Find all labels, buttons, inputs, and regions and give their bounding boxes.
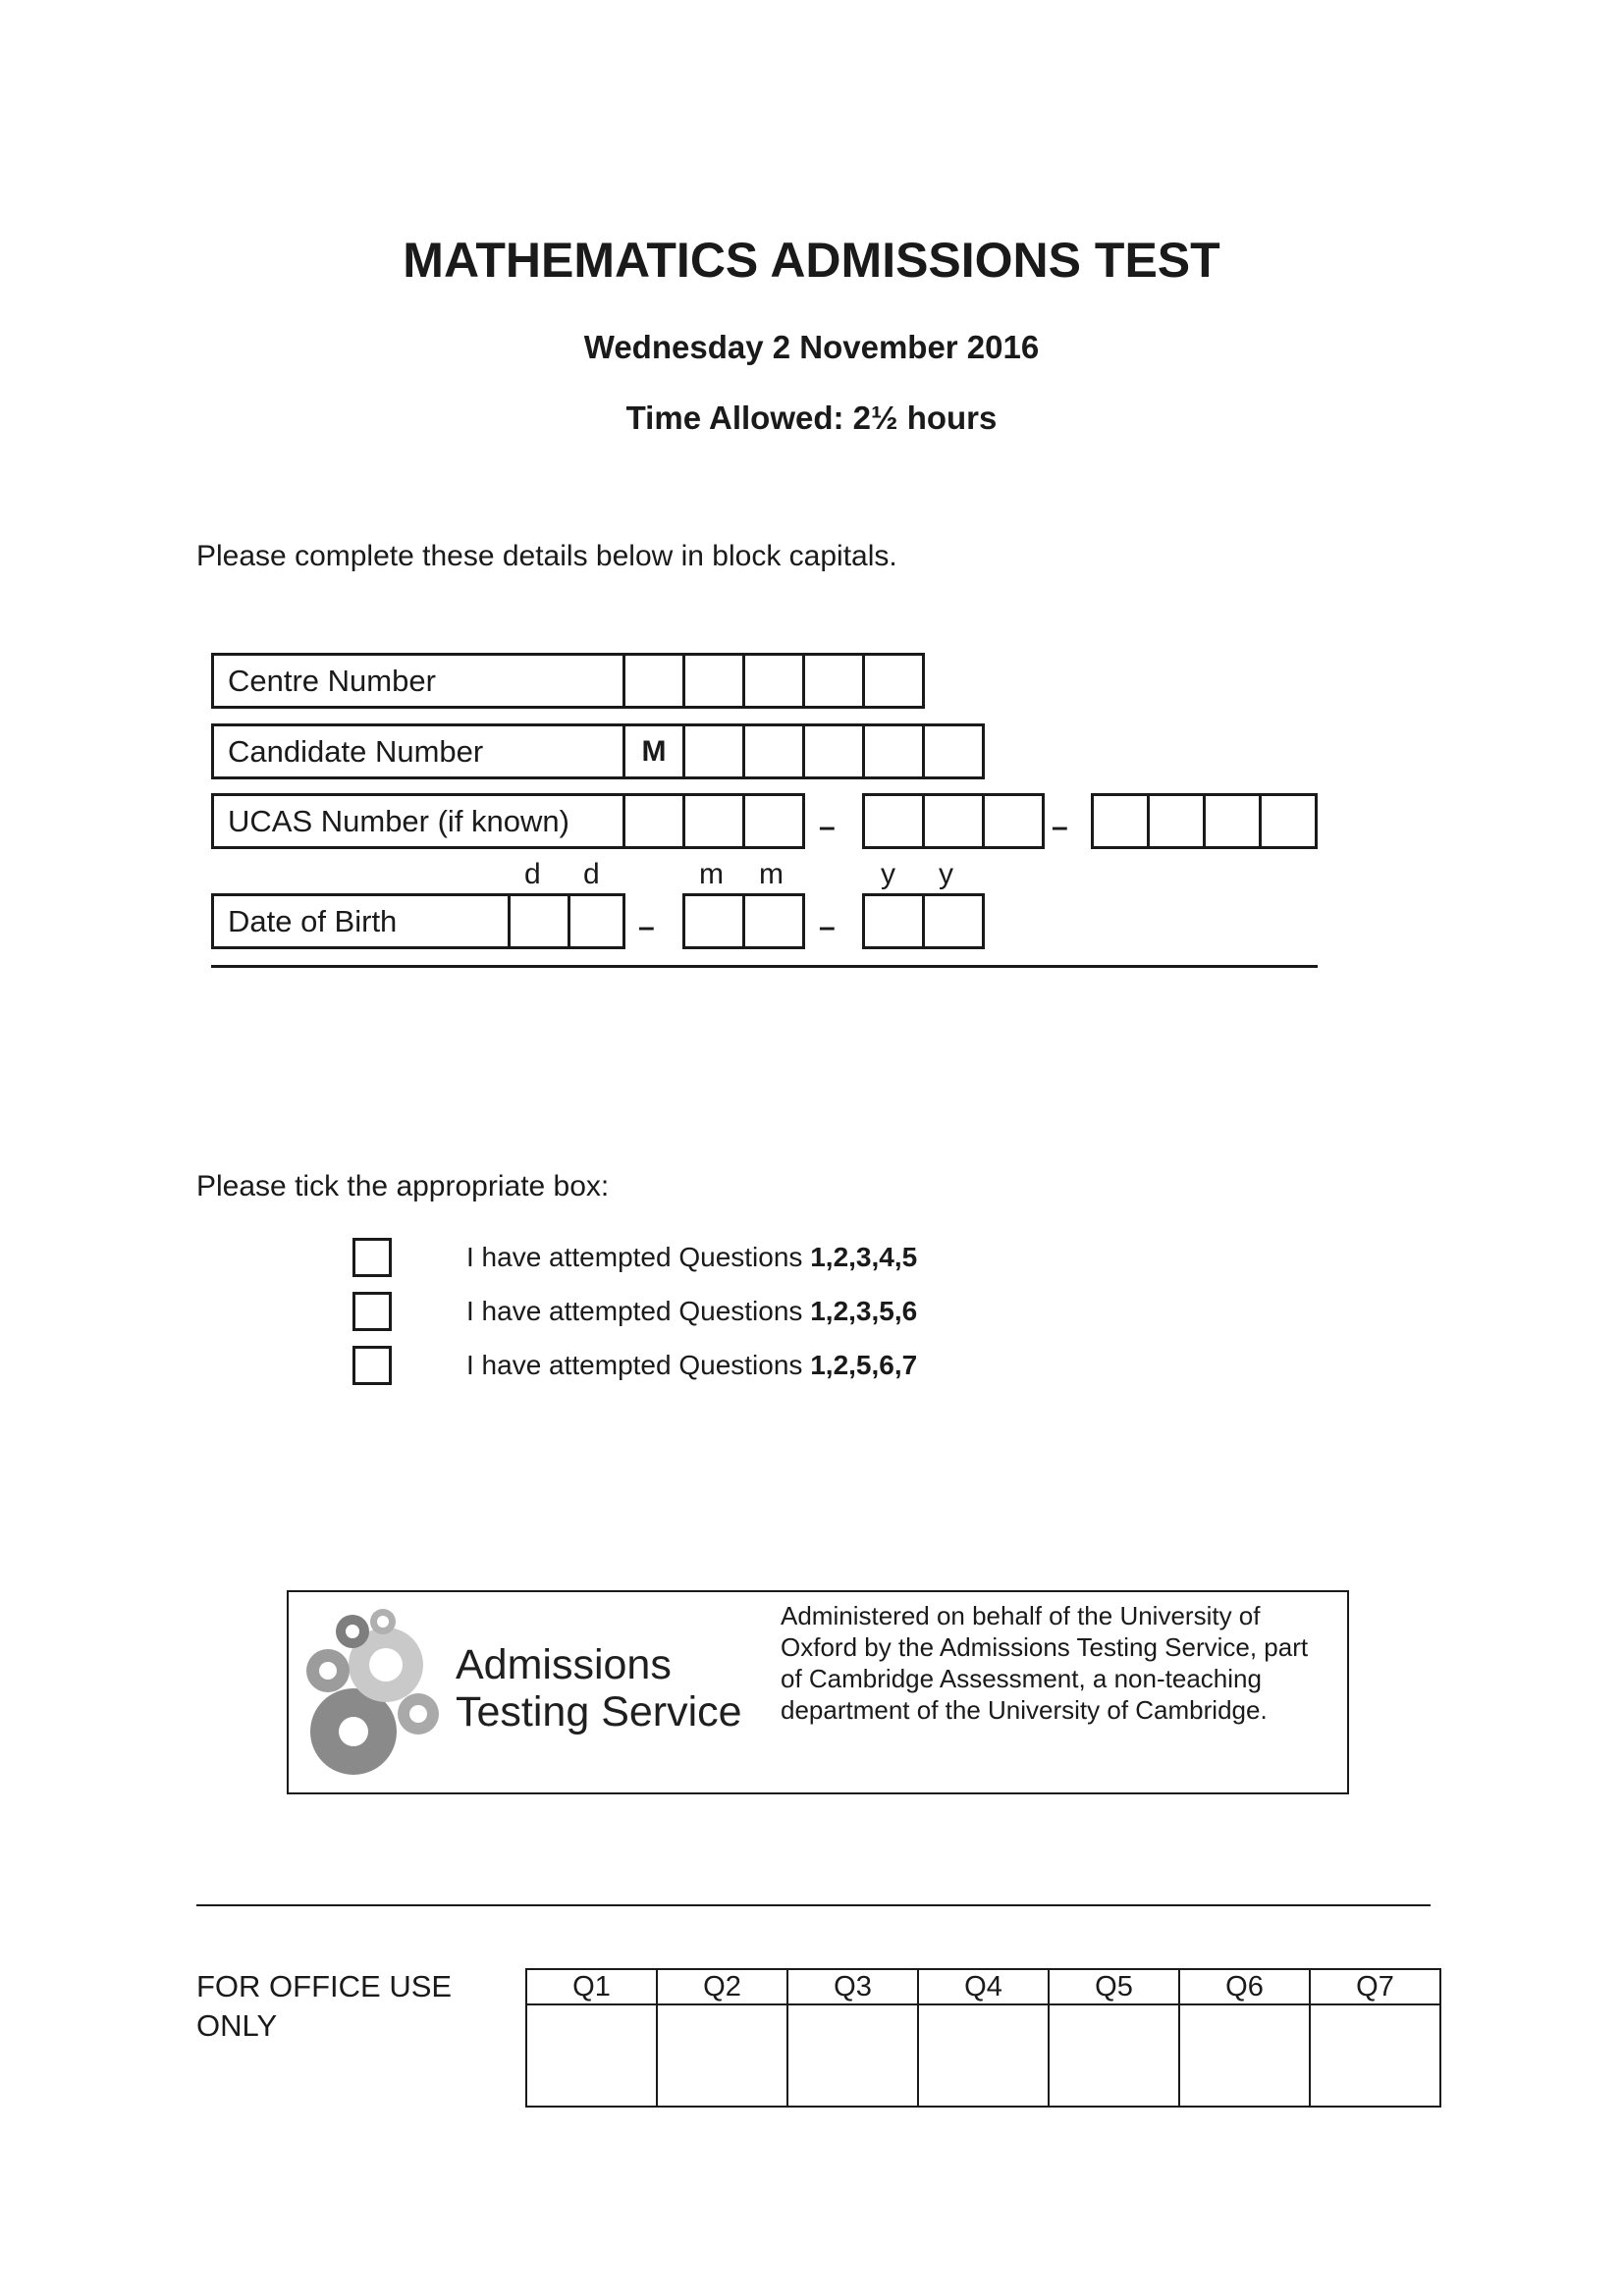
dob-hint-year: y: [881, 858, 895, 890]
centre-number-box[interactable]: [682, 653, 745, 709]
tick-checkbox[interactable]: [352, 1346, 392, 1385]
ucas-number-box[interactable]: [982, 793, 1045, 849]
ucas-number-box[interactable]: [1203, 793, 1262, 849]
ucas-number-box[interactable]: [1259, 793, 1318, 849]
office-column-header: Q3: [787, 1969, 918, 2004]
dob-hint-month: m: [759, 858, 784, 890]
dob-separator: –: [819, 911, 836, 943]
office-score-cell: [918, 2004, 1049, 2107]
candidate-number-box[interactable]: [862, 723, 925, 779]
centre-number-box[interactable]: [742, 653, 805, 709]
candidate-number-box[interactable]: [682, 723, 745, 779]
ucas-number-box[interactable]: [922, 793, 985, 849]
question-numbers: 1,2,5,6,7: [810, 1350, 918, 1380]
candidate-number-box[interactable]: [922, 723, 985, 779]
ucas-separator: –: [1052, 811, 1068, 843]
tick-checkbox[interactable]: [352, 1292, 392, 1331]
office-column-header: Q4: [918, 1969, 1049, 2004]
dob-separator: –: [638, 911, 655, 943]
dob-hint-month: m: [699, 858, 724, 890]
centre-number-box[interactable]: [622, 653, 685, 709]
dob-hint-day: d: [583, 858, 600, 890]
office-score-cell: [1179, 2004, 1310, 2107]
office-divider: [196, 1904, 1431, 1906]
office-score-cell: [787, 2004, 918, 2107]
ucas-separator: –: [819, 811, 836, 843]
dob-day-box[interactable]: [508, 893, 570, 949]
page-title: MATHEMATICS ADMISSIONS TEST: [403, 233, 1220, 288]
candidate-number-box[interactable]: [742, 723, 805, 779]
office-use-label: FOR OFFICE USE ONLY: [196, 1969, 453, 2043]
centre-number-box[interactable]: [802, 653, 865, 709]
ucas-number-box[interactable]: [622, 793, 685, 849]
ucas-number-label: UCAS Number (if known): [211, 793, 625, 849]
office-column-header: Q5: [1049, 1969, 1179, 2004]
office-use-table: [525, 1968, 1441, 2108]
question-option: I have attempted Questions 1,2,3,4,5: [466, 1242, 918, 1272]
admissions-logo-icon: [298, 1606, 446, 1783]
question-numbers: 1,2,3,4,5: [810, 1242, 918, 1272]
tick-instruction: Please tick the appropriate box:: [196, 1170, 610, 1202]
office-column-header: Q6: [1179, 1969, 1310, 2004]
question-numbers: 1,2,3,5,6: [810, 1296, 918, 1326]
office-score-cell: [657, 2004, 787, 2107]
office-score-cell: [526, 2004, 657, 2107]
dob-hint-year: y: [939, 858, 953, 890]
office-column-header: Q2: [657, 1969, 787, 2004]
ucas-number-box[interactable]: [1091, 793, 1150, 849]
dob-label: Date of Birth: [211, 893, 511, 949]
dob-month-box[interactable]: [742, 893, 805, 949]
office-column-header: Q1: [526, 1969, 657, 2004]
candidate-number-box[interactable]: [802, 723, 865, 779]
tick-checkbox[interactable]: [352, 1238, 392, 1277]
centre-number-box[interactable]: [862, 653, 925, 709]
dob-day-box[interactable]: [568, 893, 625, 949]
admissions-logo-panel: [287, 1590, 1349, 1794]
dob-hint-day: d: [524, 858, 541, 890]
centre-number-label: Centre Number: [211, 653, 625, 709]
dob-year-box[interactable]: [862, 893, 925, 949]
candidate-number-label: Candidate Number: [211, 723, 625, 779]
candidate-prefix-box: M: [622, 723, 685, 779]
test-date: Wednesday 2 November 2016: [583, 329, 1040, 365]
office-column-header: Q7: [1310, 1969, 1440, 2004]
ucas-number-box[interactable]: [1147, 793, 1206, 849]
admissions-logo-text: Admissions Testing Service: [456, 1641, 742, 1735]
ucas-number-box[interactable]: [862, 793, 925, 849]
office-score-cell: [1310, 2004, 1440, 2107]
details-divider: [211, 965, 1318, 968]
details-instruction: Please complete these details below in block capitals.: [196, 540, 897, 572]
ucas-number-box[interactable]: [682, 793, 745, 849]
office-score-cell: [1049, 2004, 1179, 2107]
ucas-number-box[interactable]: [742, 793, 805, 849]
dob-month-box[interactable]: [682, 893, 745, 949]
dob-year-box[interactable]: [922, 893, 985, 949]
question-option: I have attempted Questions 1,2,3,5,6: [466, 1296, 918, 1326]
time-allowed: Time Allowed: 2½ hours: [625, 400, 998, 436]
question-option: I have attempted Questions 1,2,5,6,7: [466, 1350, 918, 1380]
administration-note: Administered on behalf of the University of Oxford by the Admissions Testing Service, part of Cambridge Assessment, a non-teaching department of the University of Cambridge.: [781, 1601, 1309, 1725]
